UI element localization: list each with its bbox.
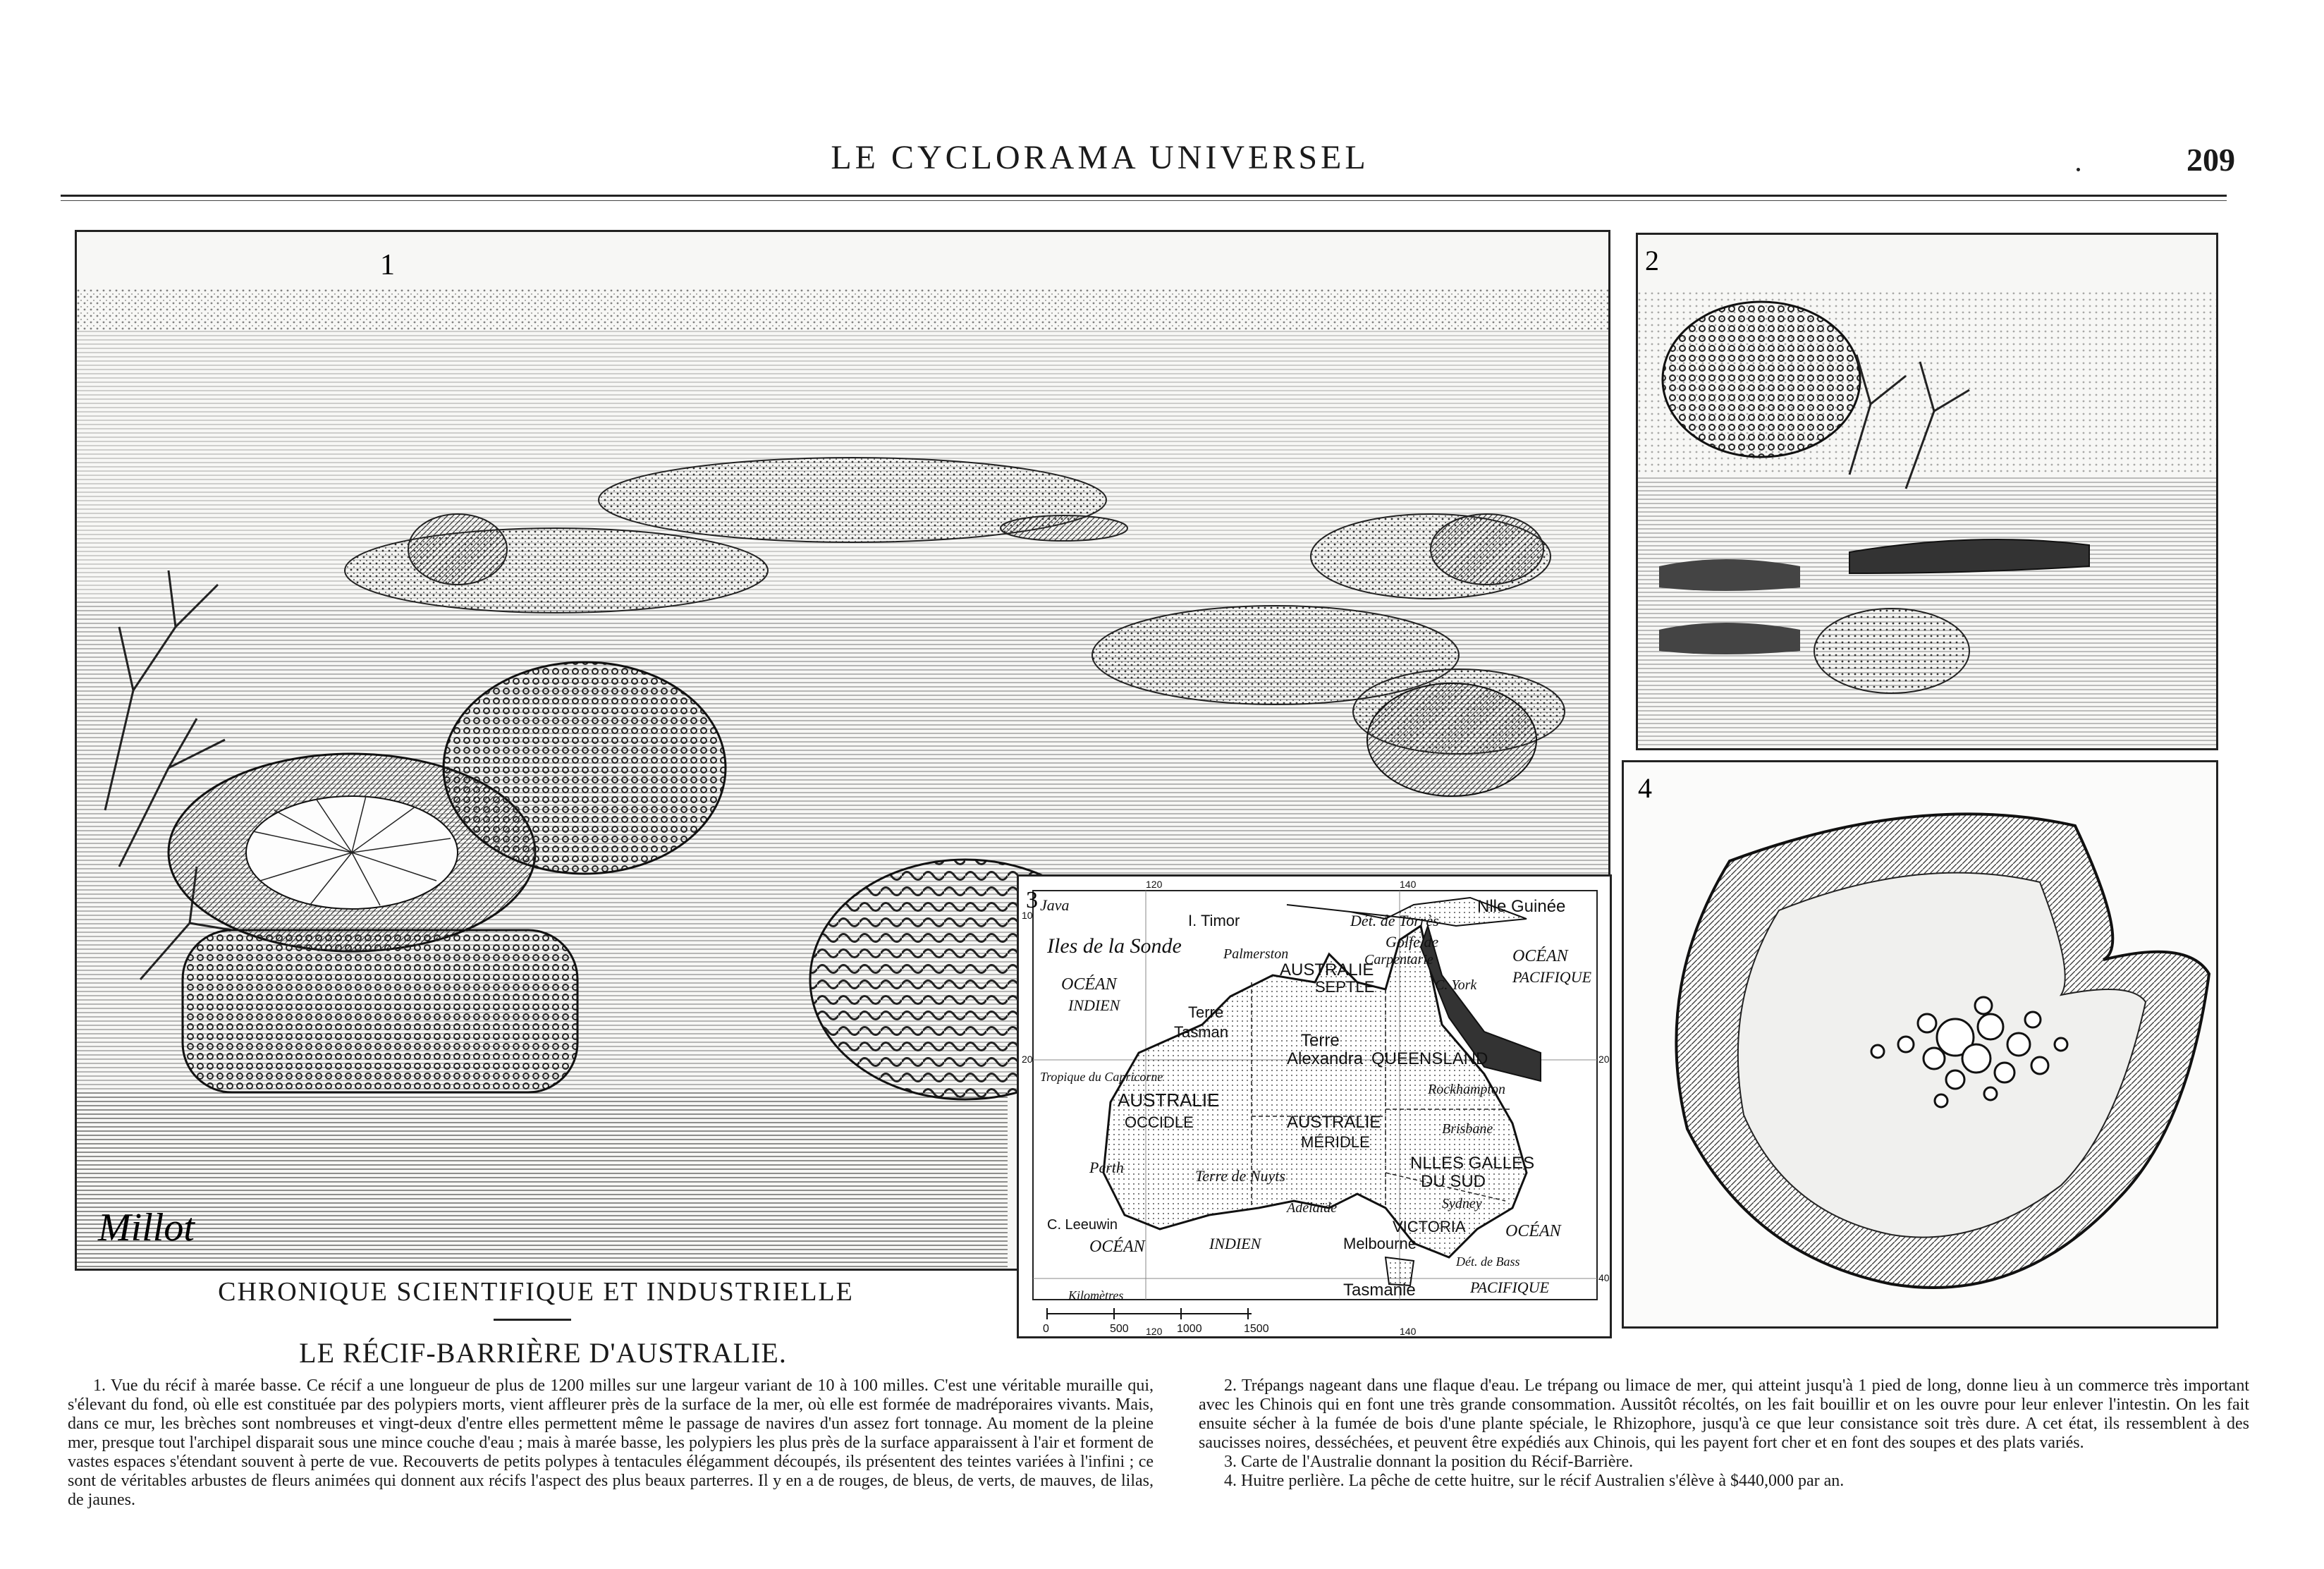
artist-signature: Millot — [98, 1206, 195, 1250]
australia-map — [1019, 877, 1610, 1336]
caption-2-text: 2. Trépangs nageant dans une flaque d'eau. Le trépang ou limace de mer, qui atteint jusqu'à 1 pied de long, donne lieu à un commerce très important avec les Chinois qui en font une très grande consommation. Aussitôt récoltés, on les fait bouillir et on les ouvre pour leur enlever l'intestin. On les fait ensuite sécher à la fumée de bois d'une plante spéciale, le Rhizophore, jusqu'à ce que leur consistance soit très dure. A cet état, ils ressemblent à des saucisses noires, desséchées, et peuvent être expédiés aux Chinois, qui les payent fort cher et en font des soupes et des plats variés. — [1199, 1376, 2249, 1452]
map-label: Adélaïde — [1287, 1200, 1338, 1216]
map-label: VICTORIA — [1393, 1218, 1466, 1235]
graticule-label: 40 — [1598, 1272, 1610, 1283]
scale-label: 1000 — [1177, 1323, 1202, 1335]
map-label: AUSTRALIE — [1280, 960, 1374, 979]
caption-figure-1 — [68, 1376, 1154, 1510]
title-divider — [494, 1319, 571, 1321]
map-label: AUSTRALIE — [1118, 1089, 1220, 1111]
map-label: Melbourne — [1343, 1235, 1417, 1252]
graticule-label: 120 — [1146, 879, 1163, 890]
map-label: PACIFIQUE — [1512, 968, 1592, 986]
map-label: Carpentarie — [1364, 952, 1433, 967]
running-title: LE CYCLORAMA UNIVERSEL — [831, 139, 1369, 176]
map-label: C. York — [1435, 977, 1477, 993]
map-label: Alexandra — [1287, 1049, 1364, 1068]
caption-3-text: 3. Carte de l'Australie donnant la position du Récif-Barrière. — [1224, 1453, 1634, 1471]
map-label: Tasman — [1174, 1023, 1229, 1041]
caption-4-text: 4. Huitre perlière. La pêche de cette huitre, sur le récif Australien s'élève à $440,000 par an. — [1224, 1472, 1845, 1490]
map-label: Terre — [1188, 1003, 1224, 1021]
map-label: NLLES GALLES — [1410, 1154, 1535, 1173]
map-label: OCÉAN — [1089, 1238, 1145, 1256]
map-label: INDIEN — [1068, 996, 1120, 1014]
figure-4-number: 4 — [1638, 772, 1652, 804]
scale-label: 1500 — [1244, 1323, 1269, 1335]
figure-4-pearl-oyster-engraving — [1622, 760, 2218, 1329]
page-number: 209 — [2187, 142, 2235, 178]
map-label: INDIEN — [1209, 1235, 1261, 1252]
section-title: CHRONIQUE SCIENTIFIQUE ET INDUSTRIELLE — [218, 1277, 854, 1307]
pearl-oyster-illustration — [1624, 762, 2216, 1326]
map-label: OCÉAN — [1505, 1222, 1561, 1240]
map-label: OCÉAN — [1061, 975, 1117, 994]
map-label: Dét. de Bass — [1456, 1254, 1520, 1269]
map-label: I. Timor — [1188, 912, 1240, 929]
map-label: OCÉAN — [1512, 947, 1568, 965]
article-title: LE RÉCIF-BARRIÈRE D'AUSTRALIE. — [299, 1337, 787, 1369]
scale-label: 500 — [1110, 1323, 1129, 1335]
scale-label: 0 — [1043, 1323, 1049, 1335]
map-label: AUSTRALIE — [1287, 1113, 1381, 1132]
map-label: Rockhampton — [1428, 1082, 1505, 1097]
figure-3-number: 3 — [1026, 887, 1038, 913]
map-label: Nlle Guinée — [1477, 897, 1566, 916]
trepang-illustration — [1638, 235, 2216, 748]
map-label: Tropique du Capricorne — [1040, 1070, 1163, 1084]
graticule-label: 20 — [1022, 1054, 1033, 1065]
map-label: Kilomètres — [1068, 1288, 1124, 1302]
map-label: PACIFIQUE — [1470, 1278, 1550, 1296]
map-label: Golfe de — [1386, 933, 1439, 951]
map-label: Sydney — [1442, 1196, 1482, 1211]
map-label: MÉRIDLE — [1301, 1133, 1370, 1151]
map-label: Perth — [1089, 1159, 1124, 1176]
caption-1-text: 1. Vue du récif à marée basse. Ce récif a une longueur de plus de 1200 milles sur une largeur variant de 10 à 100 milles. C'est une véritable muraille qui, s'élevant du fond, où elle est constituée par des polypiers morts, vient affleurer près de la surface de la mer, où elle est formée de madréporaires vivants. Mais, dans ce mur, les brèches sont nombreuses et vingt-deux d'entre elles permettent même le passage de navires d'un assez fort tonnage. Au moment de la pleine mer, presque tout l'archipel disparait sous une mince couche d'eau ; mais à marée basse, les polypiers les plus près de la surface apparaissent à l'air et forment de vastes espaces s'étendant souvent à perte de vue. Recouverts de petits polypes à tentacules élégamment découpés, ils présentent des teintes variées à l'infini ; ce sont de véritables arbustes de fleurs animées qui donnent aux récifs l'aspect des plus beaux parterres. Il y en a de rouges, de bleus, de verts, de mauves, de lilas, de jaunes. — [68, 1376, 1154, 1509]
graticule-label: 20 — [1598, 1054, 1610, 1065]
map-label: Java — [1040, 896, 1070, 914]
graticule-label: 10 — [1022, 910, 1033, 921]
graticule-label: 140 — [1400, 1326, 1417, 1336]
map-label: Palmerston — [1223, 946, 1289, 962]
figure-3-map-australia — [1017, 874, 1612, 1338]
map-label: C. Leeuwin — [1047, 1217, 1118, 1233]
graticule-label: 140 — [1400, 879, 1417, 890]
ornament-dot — [2077, 168, 2080, 171]
map-label: Tasmanie — [1343, 1281, 1416, 1300]
map-label: SEPTLE — [1315, 978, 1375, 996]
caption-figures-2-4 — [1199, 1376, 2249, 1491]
map-label: OCCIDLE — [1125, 1113, 1194, 1131]
figure-2-trepang-engraving — [1636, 233, 2218, 750]
header-rule-thin — [61, 200, 2227, 201]
graticule-label: 120 — [1146, 1326, 1163, 1336]
map-label: QUEENSLAND — [1371, 1049, 1488, 1068]
map-label: Terre de Nuyts — [1195, 1167, 1285, 1185]
map-label: DU SUD — [1421, 1172, 1486, 1191]
map-label: Terre — [1301, 1031, 1340, 1050]
map-label: Brisbane — [1442, 1121, 1493, 1137]
figure-2-number: 2 — [1645, 245, 1659, 276]
map-label: Iles de la Sonde — [1047, 934, 1182, 958]
map-label: Dét. de Torrès — [1350, 912, 1439, 929]
header-rule — [61, 195, 2227, 197]
figure-1-number: 1 — [380, 249, 395, 281]
